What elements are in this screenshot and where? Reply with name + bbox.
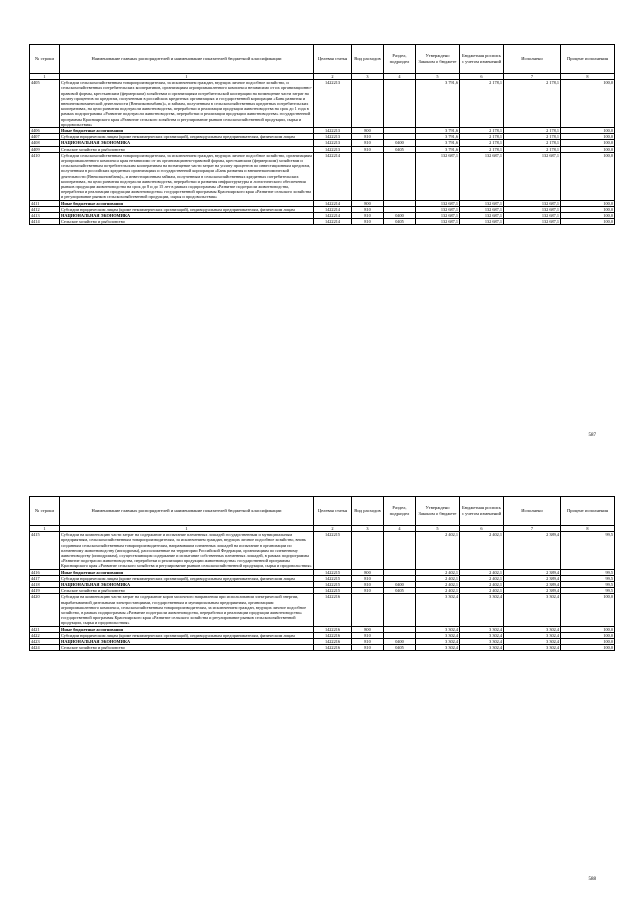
table-row xyxy=(30,219,615,225)
row-schedule: 132 687,1 xyxy=(460,200,504,206)
row-section xyxy=(384,152,416,200)
row-percent: 100,0 xyxy=(561,140,615,146)
row-percent: 100,0 xyxy=(561,632,615,638)
row-name: Субсидии юридическим лицам (кроме некоммерческих организаций), индивидуальным предпринимателям, физическим лицам xyxy=(60,575,314,581)
row-expense-type: 810 xyxy=(352,588,384,594)
row-expense-type: 800 xyxy=(352,128,384,134)
row-number: 4419 xyxy=(30,588,60,594)
row-approved: 132 687,1 xyxy=(416,206,460,212)
row-number: 4406 xyxy=(30,128,60,134)
row-schedule: 2 402,1 xyxy=(460,532,504,569)
row-percent: 100,0 xyxy=(561,200,615,206)
row-approved: 132 687,1 xyxy=(416,200,460,206)
column-number: 8 xyxy=(561,526,615,532)
row-percent: 100,0 xyxy=(561,146,615,152)
row-name: Субсидии сельскохозяйственным товаропроизводителям, за исключением граждан, ведущих личное подсобное хозяйство, и сельскохозяйственных потребительских кооперативов, организациям агропромышленного комплекса независимо от их организационно-правовой формы, крестьянским (фермерским) хозяйствам и организациям потребительской кооперации на возмещение части затрат на уплату процентов по кредитам, полученным в российских кредитных организациях и государственной корпорации «Банк развития и внешнеэкономической деятельности (Внешэкономбанк)», и займам, полученным в сельскохозяйственных кредитных потребительских кооперативах, на цели развития подотрасли животноводства, переработки и реализации продукции животноводства на срок до 1 года в рамках подпрограммы «Развитие подотрасли животноводства, переработки и реализации продукции животноводства» государственной программы Красноярского края «Развитие сельского хозяйства и регулирование рынков сельскохозяйственной продукции, сырья и продовольствия» xyxy=(61,80,312,127)
row-schedule: 2 178,1 xyxy=(460,128,504,134)
row-schedule: 3 302,4 xyxy=(460,626,504,632)
row-name: Сельское хозяйство и рыболовство xyxy=(60,588,314,594)
row-approved: 132 687,1 xyxy=(416,152,460,200)
row-target-code: 1422216 xyxy=(314,594,352,626)
row-percent: 100,0 xyxy=(561,134,615,140)
row-number: 4411 xyxy=(30,200,60,206)
row-target-code: 1422213 xyxy=(314,140,352,146)
table-header-row xyxy=(30,497,615,526)
row-name: Иные бюджетные ассигнования xyxy=(60,128,314,134)
column-number: 3 xyxy=(352,74,384,80)
row-schedule: 3 302,4 xyxy=(460,639,504,645)
row-percent: 100,0 xyxy=(561,626,615,632)
row-name: Субсидии юридическим лицам (кроме некоммерческих организаций), индивидуальным предпринимателям, физическим лицам xyxy=(60,134,314,140)
row-approved: 3 791,6 xyxy=(416,80,460,128)
row-expense-type: 810 xyxy=(352,582,384,588)
row-name: НАЦИОНАЛЬНАЯ ЭКОНОМИКА xyxy=(60,140,314,146)
header-executed: Исполнено xyxy=(504,45,561,74)
row-target-code: 1422214 xyxy=(314,152,352,200)
budget-table-page-587 xyxy=(29,44,615,225)
row-percent: 100,0 xyxy=(561,213,615,219)
row-executed: 3 302,4 xyxy=(504,645,561,651)
column-number: 3 xyxy=(352,526,384,532)
row-executed: 132 687,1 xyxy=(504,200,561,206)
row-approved: 3 302,4 xyxy=(416,645,460,651)
row-approved: 2 402,1 xyxy=(416,588,460,594)
row-schedule: 2 402,1 xyxy=(460,582,504,588)
column-number: 2 xyxy=(314,74,352,80)
header-approved: Утверждено Законом о бюджете xyxy=(416,45,460,74)
row-target-code: 1422213 xyxy=(314,128,352,134)
table-header-row xyxy=(30,45,615,74)
row-percent: 99,5 xyxy=(561,532,615,569)
row-expense-type xyxy=(352,532,384,569)
row-schedule: 3 302,4 xyxy=(460,632,504,638)
row-target-code: 1422216 xyxy=(314,632,352,638)
row-section: 0405 xyxy=(384,588,416,594)
row-target-code: 1422213 xyxy=(314,134,352,140)
header-approved: Утверждено Законом о бюджете xyxy=(416,497,460,526)
row-number: 4420 xyxy=(30,594,60,626)
row-schedule: 2 178,1 xyxy=(460,146,504,152)
row-percent: 99,5 xyxy=(561,582,615,588)
row-section: 0400 xyxy=(384,213,416,219)
row-approved: 3 791,6 xyxy=(416,134,460,140)
row-number: 4417 xyxy=(30,575,60,581)
table-row xyxy=(30,152,615,200)
row-approved: 2 402,1 xyxy=(416,582,460,588)
row-approved: 3 791,6 xyxy=(416,140,460,146)
row-percent: 99,5 xyxy=(561,569,615,575)
row-schedule: 2 178,1 xyxy=(460,140,504,146)
row-number: 4409 xyxy=(30,146,60,152)
row-schedule: 2 178,1 xyxy=(460,134,504,140)
row-target-code: 1422215 xyxy=(314,582,352,588)
header-executed: Исполнено xyxy=(504,497,561,526)
header-schedule: Бюджетная роспись с учетом изменений xyxy=(460,497,504,526)
row-section xyxy=(384,594,416,626)
row-name: Субсидии на компенсацию части затрат на содержание и испытание племенных лошадей государственным и муниципальным предприятиям, сельскохозяйственным товаропроизводителям, за исключением граждан, ведущих личное подсобное хозяйство, вновь созданным сельскохозяйственным товаропроизводителям, направившим племенных лошадей на испытание в организации по племенному животноводству (ипподромы), расположенные на территории Российской Федерации, организациям по племенному животноводству (ипподромам), осуществляющим содержание и испытание собственных племенных лошадей, в рамках подпрограммы «Развитие подотрасли животноводства, переработки и реализации продукции животноводства» государственной программы Красноярского края «Развитие сельского хозяйства и регулирование рынков сельскохозяйственной продукции, сырья и продовольствия» xyxy=(61,532,312,569)
column-number: 1 xyxy=(60,74,314,80)
row-schedule: 2 178,1 xyxy=(460,80,504,128)
column-number: 6 xyxy=(460,74,504,80)
row-expense-type: 810 xyxy=(352,575,384,581)
header-row-no: № строки xyxy=(30,497,60,526)
column-number: 7 xyxy=(504,74,561,80)
row-target-code: 1422214 xyxy=(314,219,352,225)
row-percent: 100,0 xyxy=(561,639,615,645)
row-expense-type: 810 xyxy=(352,639,384,645)
row-expense-type: 810 xyxy=(352,134,384,140)
row-schedule: 132 687,1 xyxy=(460,152,504,200)
row-executed: 2 178,1 xyxy=(504,140,561,146)
row-name: НАЦИОНАЛЬНАЯ ЭКОНОМИКА xyxy=(60,213,314,219)
column-number: 5 xyxy=(416,526,460,532)
row-name: Субсидии на компенсацию части затрат на содержание коров молочного направления при использовании электрической энергии, вырабатываемой дизельными электростанциями, государственным и муниципальным предприятиям, организациям агропромышленного комплекса, сельскохозяйственным товаропроизводителям, за исключением граждан, ведущих личное подсобное хозяйство, в рамках подпрограммы «Развитие подотрасли животноводства, переработки и реализации продукции животноводства» государственной программы Красноярского края «Развитие сельского хозяйства и регулирование рынков сельскохозяйственной продукции, сырья и продовольствия» xyxy=(60,594,314,626)
row-expense-type xyxy=(352,80,384,128)
header-percent: Процент исполнения xyxy=(561,45,615,74)
row-number: 4415 xyxy=(30,532,60,569)
row-name: Сельское хозяйство и рыболовство xyxy=(60,645,314,651)
row-expense-type: 810 xyxy=(352,645,384,651)
row-executed: 2 389,4 xyxy=(504,569,561,575)
column-number: 8 xyxy=(561,74,615,80)
header-section: Раздел, подраздел xyxy=(384,45,416,74)
row-section: 0400 xyxy=(384,582,416,588)
header-type: Вид расходов xyxy=(352,497,384,526)
row-approved: 3 302,4 xyxy=(416,594,460,626)
row-name: НАЦИОНАЛЬНАЯ ЭКОНОМИКА xyxy=(60,639,314,645)
row-executed: 132 687,1 xyxy=(504,152,561,200)
row-target-code: 1422214 xyxy=(314,213,352,219)
row-schedule: 3 302,4 xyxy=(460,594,504,626)
row-expense-type: 800 xyxy=(352,200,384,206)
row-section: 0405 xyxy=(384,645,416,651)
row-schedule: 3 302,4 xyxy=(460,645,504,651)
row-name: Сельское хозяйство и рыболовство xyxy=(60,146,314,152)
row-executed: 2 178,1 xyxy=(504,80,561,128)
table-row xyxy=(30,80,615,128)
column-number: 4 xyxy=(384,526,416,532)
column-number: 7 xyxy=(504,526,561,532)
row-target-code: 1422216 xyxy=(314,639,352,645)
row-percent: 100,0 xyxy=(561,594,615,626)
row-name: Иные бюджетные ассигнования xyxy=(60,569,314,575)
row-expense-type: 810 xyxy=(352,146,384,152)
row-schedule: 2 402,1 xyxy=(460,588,504,594)
row-expense-type: 810 xyxy=(352,213,384,219)
row-percent: 100,0 xyxy=(561,645,615,651)
row-name: Субсидии юридическим лицам (кроме некоммерческих организаций), индивидуальным предпринимателям, физическим лицам xyxy=(60,632,314,638)
header-name: Наименование главных распорядителей и наименование показателей бюджетной классификации xyxy=(60,497,314,526)
row-expense-type: 800 xyxy=(352,626,384,632)
row-target-code: 1422215 xyxy=(314,588,352,594)
row-executed: 2 389,4 xyxy=(504,588,561,594)
row-expense-type: 810 xyxy=(352,632,384,638)
row-number: 4414 xyxy=(30,219,60,225)
row-expense-type: 800 xyxy=(352,569,384,575)
row-name: Иные бюджетные ассигнования xyxy=(60,626,314,632)
column-number: 5 xyxy=(416,74,460,80)
row-approved: 3 791,6 xyxy=(416,128,460,134)
row-approved: 2 402,1 xyxy=(416,569,460,575)
header-section: Раздел, подраздел xyxy=(384,497,416,526)
row-executed: 132 687,1 xyxy=(504,219,561,225)
row-target-code: 1422214 xyxy=(314,206,352,212)
row-number: 4408 xyxy=(30,140,60,146)
row-approved: 132 687,1 xyxy=(416,213,460,219)
header-type: Вид расходов xyxy=(352,45,384,74)
row-number: 4410 xyxy=(30,152,60,200)
row-expense-type: 810 xyxy=(352,140,384,146)
header-name: Наименование главных распорядителей и наименование показателей бюджетной классификации xyxy=(60,45,314,74)
column-number: 6 xyxy=(460,526,504,532)
table-row xyxy=(30,594,615,626)
document-page-587 xyxy=(0,0,640,452)
row-number: 4412 xyxy=(30,206,60,212)
row-target-code: 1422215 xyxy=(314,569,352,575)
row-section: 0400 xyxy=(384,639,416,645)
column-number: 1 xyxy=(30,74,60,80)
row-target-code: 1422216 xyxy=(314,645,352,651)
row-approved: 132 687,1 xyxy=(416,219,460,225)
row-approved: 3 302,4 xyxy=(416,639,460,645)
row-name: Субсидии сельскохозяйственным товаропроизводителям, за исключением граждан, ведущих личное подсобное хозяйство, организациям агропромышленного комплекса края независимо от их организационно-правовой формы, крестьянским (фермерским) хозяйствам и сельскохозяйственным потребительским кооперативам на возмещение части затрат на уплату процентов по инвестиционным кредитам, полученным в российских кредитных организациях и государственной корпорации «Банк развития и внешнеэкономической деятельности (Внешэкономбанк)», и инвестиционным займам, полученным в сельскохозяйственных кредитных потребительских кооперативах, на цели развития подотрасли животноводства, переработки и развития инфраструктуры и логистического обеспечения рынков продукции животноводства на срок до 8 и до 15 лет в рамках подпрограммы «Развитие подотрасли животноводства, переработки и реализации продукции животноводства» государственной программы Красноярского края «Развитие сельского хозяйства и регулирование рынков сельскохозяйственной продукции, сырья и продовольствия» xyxy=(61,152,312,200)
row-expense-type xyxy=(352,594,384,626)
row-target-code: 1422215 xyxy=(314,532,352,569)
column-number: 1 xyxy=(30,526,60,532)
row-executed: 132 687,1 xyxy=(504,213,561,219)
row-number: 4405 xyxy=(30,80,60,128)
row-executed: 132 687,1 xyxy=(504,206,561,212)
row-name: Сельское хозяйство и рыболовство xyxy=(60,219,314,225)
table-row xyxy=(30,645,615,651)
row-executed: 2 178,1 xyxy=(504,146,561,152)
document-page-588 xyxy=(0,452,640,905)
column-number: 2 xyxy=(314,526,352,532)
row-approved: 3 791,6 xyxy=(416,146,460,152)
row-name: НАЦИОНАЛЬНАЯ ЭКОНОМИКА xyxy=(60,582,314,588)
row-name: Субсидии юридическим лицам (кроме некоммерческих организаций), индивидуальным предпринимателям, физическим лицам xyxy=(60,206,314,212)
row-number: 4422 xyxy=(30,632,60,638)
row-target-code: 1422214 xyxy=(314,200,352,206)
row-approved: 3 302,4 xyxy=(416,632,460,638)
row-percent: 99,5 xyxy=(561,575,615,581)
row-number: 4407 xyxy=(30,134,60,140)
row-executed: 2 178,1 xyxy=(504,134,561,140)
row-name: Иные бюджетные ассигнования xyxy=(60,200,314,206)
row-executed: 3 302,4 xyxy=(504,639,561,645)
row-schedule: 2 402,1 xyxy=(460,575,504,581)
row-approved: 2 402,1 xyxy=(416,575,460,581)
row-executed: 2 389,4 xyxy=(504,532,561,569)
row-expense-type: 810 xyxy=(352,219,384,225)
row-schedule: 132 687,1 xyxy=(460,206,504,212)
row-number: 4421 xyxy=(30,626,60,632)
row-section: 0405 xyxy=(384,146,416,152)
column-number: 4 xyxy=(384,74,416,80)
row-expense-type xyxy=(352,152,384,200)
header-target: Целевая статья xyxy=(314,497,352,526)
row-schedule: 2 402,1 xyxy=(460,569,504,575)
table-row xyxy=(30,532,615,569)
row-target-code: 1422215 xyxy=(314,575,352,581)
row-schedule: 132 687,1 xyxy=(460,213,504,219)
row-number: 4416 xyxy=(30,569,60,575)
row-target-code: 1422213 xyxy=(314,146,352,152)
row-number: 4413 xyxy=(30,213,60,219)
header-target: Целевая статья xyxy=(314,45,352,74)
header-percent: Процент исполнения xyxy=(561,497,615,526)
row-section xyxy=(384,80,416,128)
row-section: 0405 xyxy=(384,219,416,225)
row-expense-type: 810 xyxy=(352,206,384,212)
row-executed: 3 302,4 xyxy=(504,594,561,626)
budget-table-page-588 xyxy=(29,496,615,651)
row-target-code: 1422213 xyxy=(314,80,352,128)
row-number: 4424 xyxy=(30,645,60,651)
row-executed: 3 302,4 xyxy=(504,632,561,638)
row-percent: 100,0 xyxy=(561,80,615,128)
page-number: 587 xyxy=(588,433,596,438)
header-row-no: № строки xyxy=(30,45,60,74)
row-executed: 2 389,4 xyxy=(504,582,561,588)
row-executed: 2 178,1 xyxy=(504,128,561,134)
header-schedule: Бюджетная роспись с учетом изменений xyxy=(460,45,504,74)
row-section xyxy=(384,532,416,569)
row-percent: 100,0 xyxy=(561,206,615,212)
row-approved: 2 402,1 xyxy=(416,532,460,569)
row-percent: 100,0 xyxy=(561,152,615,200)
column-number: 1 xyxy=(60,526,314,532)
page-number: 588 xyxy=(588,877,596,882)
row-percent: 100,0 xyxy=(561,219,615,225)
row-approved: 3 302,4 xyxy=(416,626,460,632)
row-executed: 2 389,4 xyxy=(504,575,561,581)
row-section: 0400 xyxy=(384,140,416,146)
row-percent: 100,0 xyxy=(561,128,615,134)
row-number: 4418 xyxy=(30,582,60,588)
row-number: 4423 xyxy=(30,639,60,645)
row-schedule: 132 687,1 xyxy=(460,219,504,225)
row-executed: 3 302,4 xyxy=(504,626,561,632)
row-percent: 99,5 xyxy=(561,588,615,594)
row-target-code: 1422216 xyxy=(314,626,352,632)
